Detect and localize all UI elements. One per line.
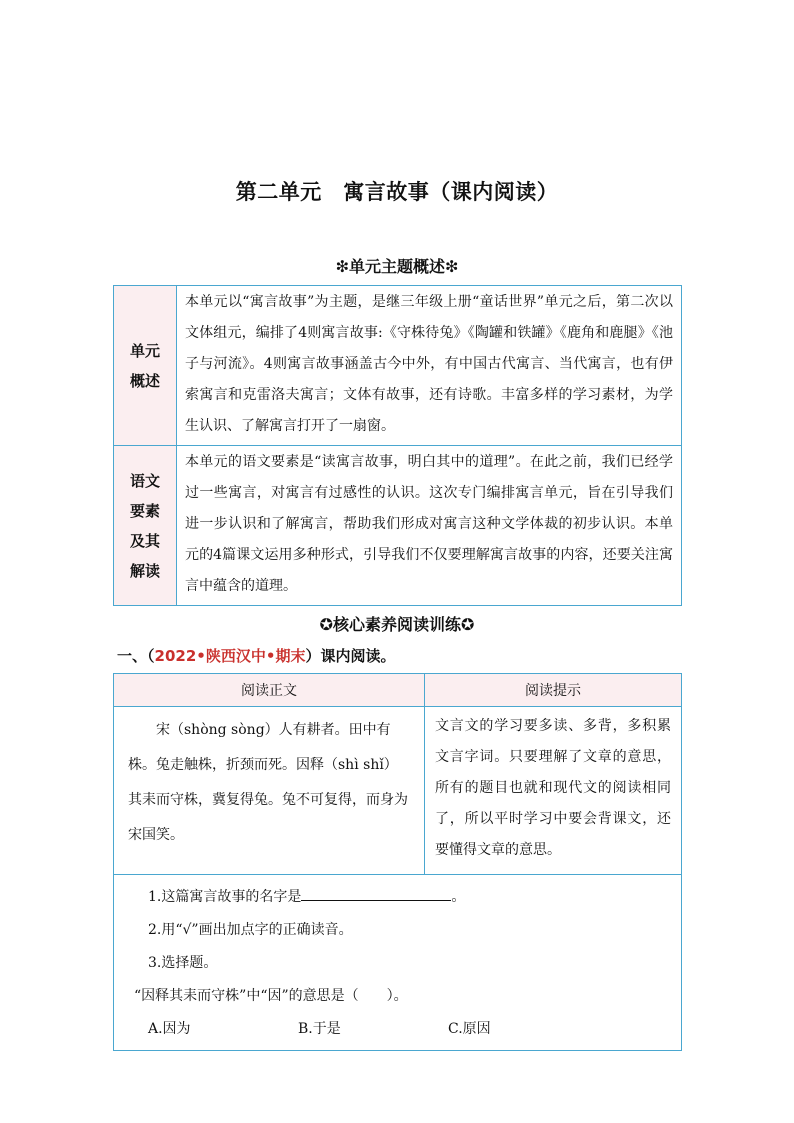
reading-passage: 宋（shòng sòng）人有耕者。田中有株。兔走触株，折颈而死。因释（shì shǐ）其耒而守株，冀复得兔。兔不可复得，而身为宋国笑。 <box>114 707 425 875</box>
overview-text: 本单元以“寓言故事”为主题，是继三年级上册“童话世界”单元之后，第二次以文体组元，编排了4则寓言故事:《守株待兔》《陶罐和铁罐》《鹿角和鹿腿》《池子与河流》。4则寓言故事涵盖古今中外，有中国古代寓言、当代寓言，也有伊索寓言和克雷洛夫寓言；文体有故事，还有诗歌。丰富多样的学习素材，为学生认识、了解寓言打开了一扇窗。 <box>177 286 682 446</box>
question-3-options <box>148 1013 671 1046</box>
reading-tip: 文言文的学习要多读、多背，多积累文言字词。只要理解了文章的意思，所有的题目也就和现代文的阅读相同了，所以平时学习中要会背课文，还要懂得文章的意思。 <box>425 707 682 875</box>
questions-block <box>114 875 682 1051</box>
reading-table <box>113 673 682 1051</box>
overview-table <box>113 285 682 606</box>
overview-row <box>114 286 682 446</box>
col-header-tip: 阅读提示 <box>425 674 682 707</box>
col-header-passage: 阅读正文 <box>114 674 425 707</box>
question-source: 2022•陕西汉中•期末 <box>154 647 306 665</box>
question-1: 1.这篇寓言故事的名字是 。 <box>148 881 671 914</box>
overview-row <box>114 446 682 606</box>
page-title: 第二单元 寓言故事（课内阅读） <box>235 180 559 204</box>
question-2: 2.用“√”画出加点字的正确读音。 <box>148 922 353 938</box>
overview-label: 语文要素及其解读 <box>114 446 177 606</box>
option-c[interactable]: C.原因 <box>448 1021 491 1037</box>
option-b[interactable]: B.于是 <box>298 1021 341 1037</box>
question-3: 3.选择题。 <box>148 955 218 971</box>
overview-text: 本单元的语文要素是“读寓言故事，明白其中的道理”。在此之前，我们已经学过一些寓言，对寓言有过感性的认识。这次专门编排寓言单元，旨在引导我们进一步认识和了解寓言，帮助我们形成对寓言这种文学体裁的初步认识。本单元的4篇课文运用多种形式，引导我们不仅要理解寓言故事的内容，还要关注寓言中蕴含的道理。 <box>177 446 682 606</box>
option-a[interactable]: A.因为 <box>148 1021 191 1037</box>
question-instruction: 课内阅读。 <box>320 647 396 665</box>
training-heading: ✪核心素养阅读训练✪ <box>319 615 475 634</box>
overview-label: 单元概述 <box>114 286 177 446</box>
source-close: ） <box>305 647 321 665</box>
answer-blank[interactable] <box>301 884 451 901</box>
question-heading <box>117 645 396 666</box>
question-number: 一、 <box>117 647 148 665</box>
question-3-stem: “因释其耒而守株”中“因”的意思是（ ）。 <box>134 988 408 1004</box>
source-open: （ <box>147 647 155 665</box>
overview-heading: ❇单元主题概述❇ <box>335 257 459 276</box>
